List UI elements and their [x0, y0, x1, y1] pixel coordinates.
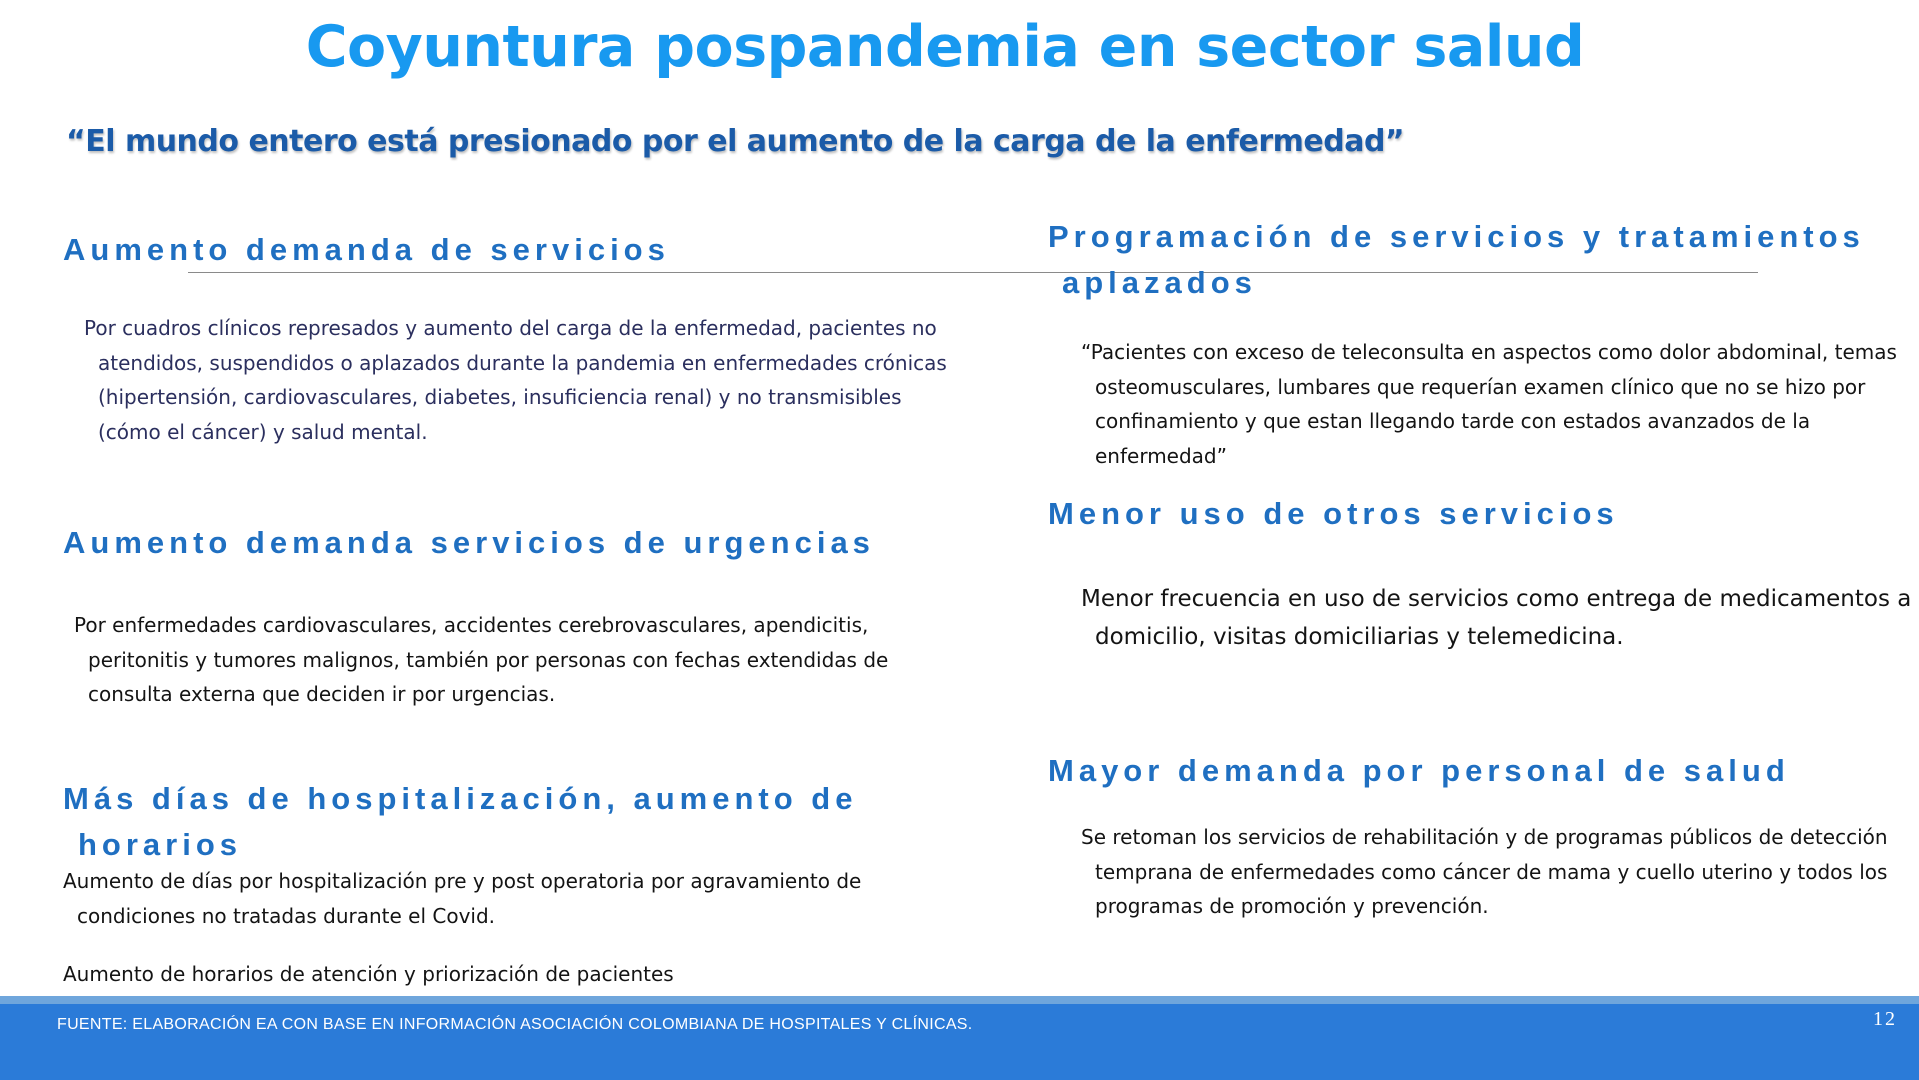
- heading-line: Aumento demanda de servicios: [63, 232, 670, 267]
- body-menor-uso-servicios: [1081, 580, 1911, 656]
- body-line: Por enfermedades cardiovasculares, accidentes cerebrovasculares, apendicitis,: [74, 613, 869, 637]
- body-aumento-demanda-servicios: [84, 311, 947, 449]
- body-line: “Pacientes con exceso de teleconsulta en aspectos como dolor abdominal, temas: [1081, 340, 1897, 364]
- body-line: Menor frecuencia en uso de servicios como entrega de medicamentos a: [1081, 586, 1912, 612]
- body-line: consulta externa que deciden ir por urgencias.: [88, 682, 556, 706]
- body-line: Aumento de horarios de atención y priorización de pacientes: [63, 962, 674, 986]
- heading-mas-dias-hospitalizacion: [63, 776, 857, 868]
- body-line: (cómo el cáncer) y salud mental.: [98, 419, 428, 444]
- body-line: atendidos, suspendidos o aplazados durante la pandemia en enfermedades crónicas: [98, 350, 947, 375]
- heading-line: Mayor demanda por personal de salud: [1048, 753, 1790, 788]
- heading-programacion-servicios: [1048, 214, 1865, 306]
- footer-source: FUENTE: ELABORACIÓN EA CON BASE EN INFORMACIÓN ASOCIACIÓN COLOMBIANA DE HOSPITALES Y CLÍNICAS.: [57, 1016, 973, 1033]
- footer-accent-strip: [0, 996, 1919, 1004]
- body-line: confinamiento y que estan llegando tarde con estados avanzados de la: [1095, 409, 1811, 433]
- heading-menor-uso-servicios: [1048, 491, 1619, 537]
- body-line: Por cuadros clínicos represados y aumento del carga de la enfermedad, pacientes no: [84, 316, 937, 340]
- body-line: Se retoman los servicios de rehabilitación y de programas públicos de detección: [1081, 825, 1888, 849]
- body-line: enfermedad”: [1095, 443, 1227, 468]
- heading-mayor-demanda-personal: [1048, 748, 1790, 794]
- heading-aumento-demanda-servicios: [63, 227, 670, 273]
- body-mas-dias-hospitalizacion: [63, 864, 861, 992]
- heading-line: Menor uso de otros servicios: [1048, 496, 1619, 531]
- body-line: Aumento de días por hospitalización pre y post operatoria por agravamiento de: [63, 869, 862, 893]
- footer-bar: [0, 1004, 1919, 1080]
- page-number: 12: [1873, 1008, 1897, 1030]
- heading-line: horarios: [78, 827, 243, 862]
- heading-aumento-demanda-urgencias: [63, 520, 875, 566]
- body-line: osteomusculares, lumbares que requerían examen clínico que no se hizo por: [1095, 374, 1866, 399]
- body-line: domicilio, visitas domiciliarias y telemedicina.: [1095, 624, 1624, 650]
- heading-line: Más días de hospitalización, aumento de: [63, 781, 858, 816]
- heading-line: Programación de servicios y tratamientos: [1048, 219, 1865, 254]
- body-mayor-demanda-personal: [1081, 820, 1888, 924]
- body-line: condiciones no tratadas durante el Covid.: [77, 903, 496, 928]
- heading-line: aplazados: [1062, 265, 1257, 300]
- body-line: (hipertensión, cardiovasculares, diabetes, insuficiencia renal) y no transmisibles: [98, 385, 902, 409]
- body-line: peritonitis y tumores malignos, también por personas con fechas extendidas de: [88, 647, 889, 672]
- slide-title: Coyuntura pospandemia en sector salud: [305, 14, 1585, 80]
- body-line: programas de promoción y prevención.: [1095, 894, 1489, 918]
- body-line: temprana de enfermedades como cáncer de mama y cuello uterino y todos los: [1095, 859, 1888, 884]
- slide-quote: “El mundo entero está presionado por el aumento de la carga de la enfermedad”: [66, 124, 1405, 159]
- body-aumento-demanda-urgencias: [74, 608, 888, 712]
- heading-line: Aumento demanda servicios de urgencias: [63, 525, 875, 560]
- body-programacion-servicios: [1081, 335, 1897, 473]
